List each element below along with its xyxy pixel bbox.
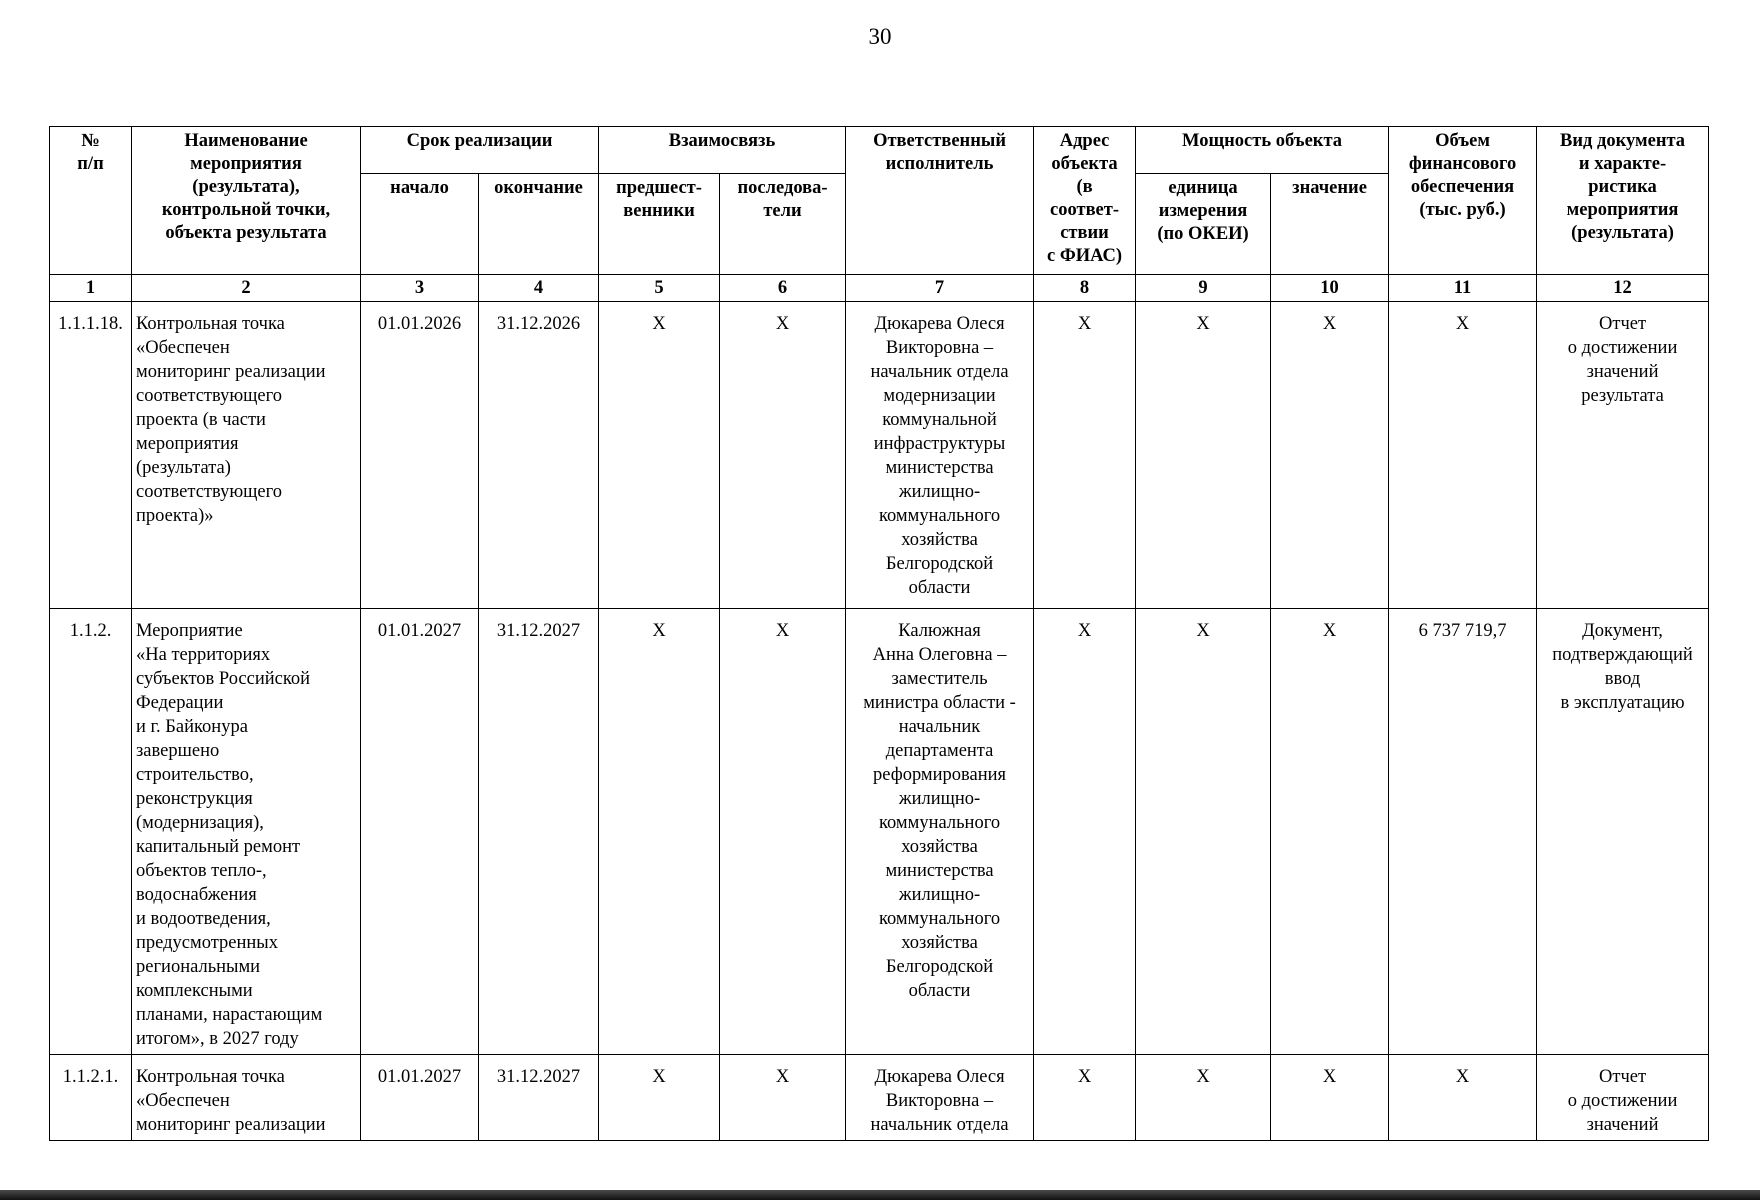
activity-name: Контрольная точка «Обеспечен мониторинг реализации	[132, 1055, 361, 1141]
predecessors: Х	[599, 302, 720, 609]
predecessors: Х	[599, 1055, 720, 1141]
capacity-value: Х	[1271, 302, 1389, 609]
object-address: Х	[1034, 1055, 1136, 1141]
successors: Х	[720, 609, 846, 1055]
activity-name: Мероприятие «На территориях субъектов Российской Федерации и г. Байконура завершено строительство, реконструкция (модернизация), капитальный ремонт объектов тепло-, водоснабжения и водоотведения, предусмотренных региональными комплексными планами, нарастающим итогом», в 2027 году	[132, 609, 361, 1055]
finance-amount: Х	[1389, 1055, 1537, 1141]
object-address: Х	[1034, 302, 1136, 609]
responsible-person: Дюкарева Олеся Викторовна – начальник отдела модернизации коммунальной инфраструктуры министерства жилищно- коммунального хозяйства Белгородской области	[846, 302, 1034, 609]
header-term-end: окончание	[479, 174, 599, 275]
capacity-value: Х	[1271, 609, 1389, 1055]
header-link-group: Взаимосвязь	[599, 127, 846, 174]
row-number: 1.1.1.18.	[50, 302, 132, 609]
header-capacity-unit: единица измерения (по ОКЕИ)	[1136, 174, 1271, 275]
successors: Х	[720, 1055, 846, 1141]
table-row	[50, 1055, 1709, 1141]
capacity-unit: Х	[1136, 1055, 1271, 1141]
object-address: Х	[1034, 609, 1136, 1055]
column-number: 5	[599, 275, 720, 302]
document-type: Отчет о достижении значений	[1537, 1055, 1709, 1141]
page-number: 30	[868, 24, 892, 49]
header-row-number: № п/п	[50, 127, 132, 275]
document-type: Документ, подтверждающий ввод в эксплуатацию	[1537, 609, 1709, 1055]
responsible-person: Калюжная Анна Олеговна – заместитель министра области - начальник департамента реформирования жилищно- коммунального хозяйства министерства жилищно- коммунального хозяйства Белгородской области	[846, 609, 1034, 1055]
capacity-value: Х	[1271, 1055, 1389, 1141]
column-number: 2	[132, 275, 361, 302]
column-number: 12	[1537, 275, 1709, 302]
end-date: 31.12.2027	[479, 609, 599, 1055]
start-date: 01.01.2026	[361, 302, 479, 609]
table-row	[50, 609, 1709, 1055]
end-date: 31.12.2027	[479, 1055, 599, 1141]
header-term-group: Срок реализации	[361, 127, 599, 174]
column-number: 1	[50, 275, 132, 302]
table-row	[50, 302, 1709, 609]
header-responsible: Ответственный исполнитель	[846, 127, 1034, 275]
successors: Х	[720, 302, 846, 609]
start-date: 01.01.2027	[361, 609, 479, 1055]
end-date: 31.12.2026	[479, 302, 599, 609]
column-number: 3	[361, 275, 479, 302]
finance-amount: Х	[1389, 302, 1537, 609]
column-number-row	[50, 275, 1709, 302]
scan-edge-bar	[0, 1190, 1760, 1200]
header-term-start: начало	[361, 174, 479, 275]
header-address: Адрес объекта (в соответ- ствии с ФИАС)	[1034, 127, 1136, 275]
column-number: 8	[1034, 275, 1136, 302]
row-number: 1.1.2.	[50, 609, 132, 1055]
finance-amount: 6 737 719,7	[1389, 609, 1537, 1055]
header-link-next: последова- тели	[720, 174, 846, 275]
header-link-prev: предшест- венники	[599, 174, 720, 275]
header-activity-name: Наименование мероприятия (результата), контрольной точки, объекта результата	[132, 127, 361, 275]
row-number: 1.1.2.1.	[50, 1055, 132, 1141]
header-capacity-value: значение	[1271, 174, 1389, 275]
responsible-person: Дюкарева Олеся Викторовна – начальник отдела	[846, 1055, 1034, 1141]
activity-plan-table	[49, 126, 1709, 1141]
document-type: Отчет о достижении значений результата	[1537, 302, 1709, 609]
activity-name: Контрольная точка «Обеспечен мониторинг реализации соответствующего проекта (в части мероприятия (результата) соответствующего проекта)»	[132, 302, 361, 609]
start-date: 01.01.2027	[361, 1055, 479, 1141]
predecessors: Х	[599, 609, 720, 1055]
capacity-unit: Х	[1136, 609, 1271, 1055]
column-number: 6	[720, 275, 846, 302]
capacity-unit: Х	[1136, 302, 1271, 609]
header-document-type: Вид документа и характе- ристика мероприятия (результата)	[1537, 127, 1709, 275]
column-number: 10	[1271, 275, 1389, 302]
column-number: 9	[1136, 275, 1271, 302]
header-capacity-group: Мощность объекта	[1136, 127, 1389, 174]
column-number: 11	[1389, 275, 1537, 302]
column-number: 4	[479, 275, 599, 302]
column-number: 7	[846, 275, 1034, 302]
header-finance: Объем финансового обеспечения (тыс. руб.)	[1389, 127, 1537, 275]
